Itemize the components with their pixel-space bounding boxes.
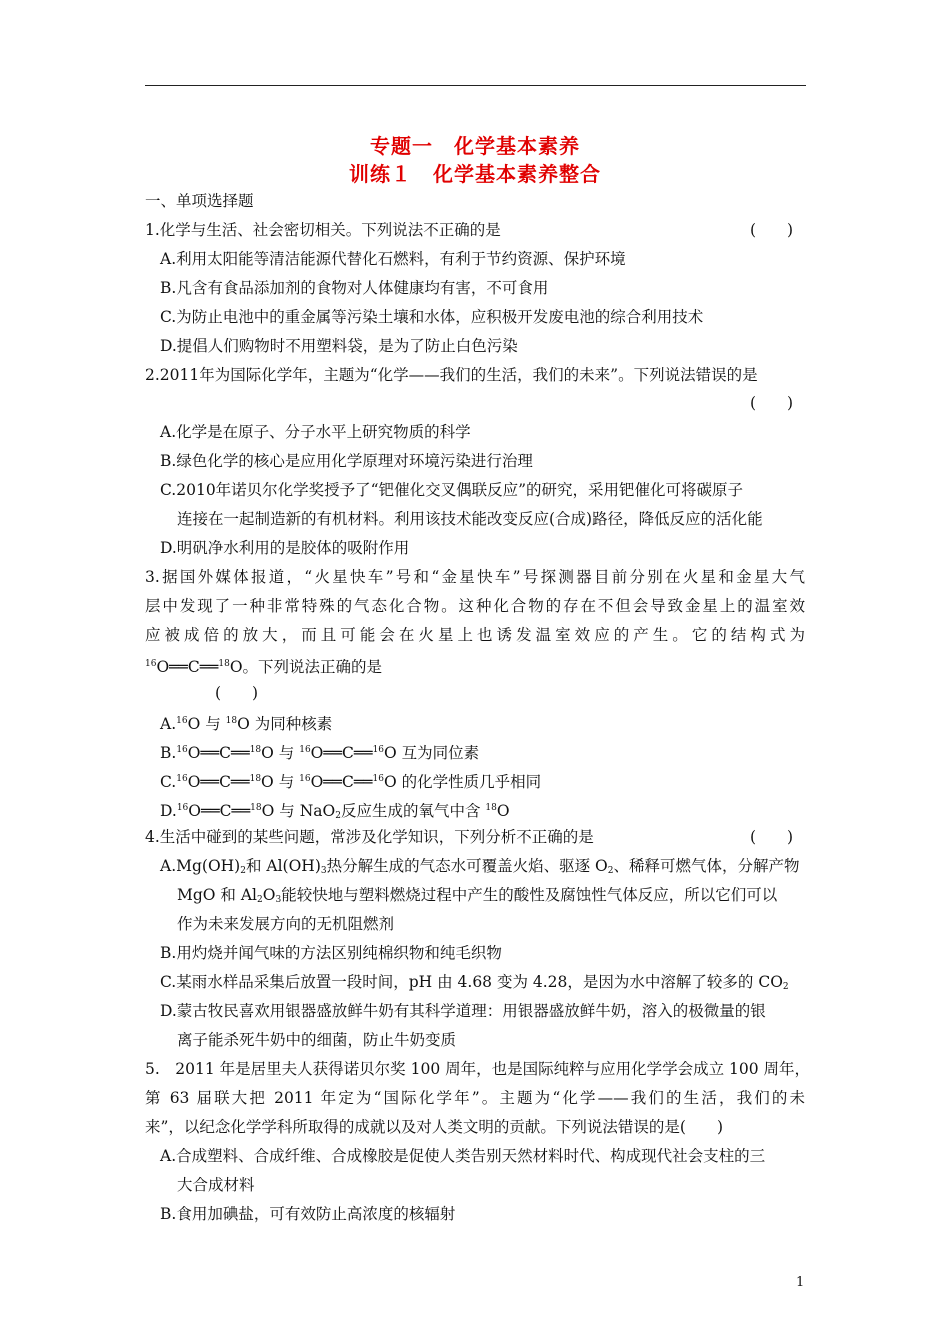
answer-blank-3: ( ) <box>215 684 259 702</box>
header-rule <box>145 85 806 86</box>
question-5-option-a-cont: 大合成材料 <box>177 1176 255 1194</box>
question-4-option-b: B.用灼烧并闻气味的方法区别纯棉织物和纯毛织物 <box>160 944 502 962</box>
question-5-stem-line-3: 来”，以纪念化学学科所取得的成就以及对人类文明的贡献。下列说法错误的是( ) <box>145 1118 724 1136</box>
section-heading: 一、单项选择题 <box>145 192 254 210</box>
question-2-option-c-cont: 连接在一起制造新的有机材料。利用该技术能改变反应(合成)路径，降低反应的活化能 <box>177 510 763 528</box>
question-3-stem-line-1: 3.据国外媒体报道，“火星快车”号和“金星快车”号探测器目前分别在火星和金星大气 <box>145 568 805 586</box>
question-2-option-d: D.明矾净水利用的是胶体的吸附作用 <box>160 539 410 557</box>
question-3-stem-line-3: 应被成倍的放大，而且可能会在火星上也诱发温室效应的产生。它的结构式为 <box>145 626 805 644</box>
question-5-stem-line-1: 5. 2011 年是居里夫人获得诺贝尔奖 100 周年，也是国际纯粹与应用化学学会成立 100 周年， <box>145 1060 811 1078</box>
page-number: 1 <box>796 1275 805 1290</box>
question-2-option-b: B.绿色化学的核心是应用化学原理对环境污染进行治理 <box>160 452 533 470</box>
question-1-option-a: A.利用太阳能等清洁能源代替化石燃料，有利于节约资源、保护环境 <box>160 250 626 268</box>
question-5-option-b: B.食用加碘盐，可有效防止高浓度的核辐射 <box>160 1205 456 1223</box>
question-3-option-d: D.$^{16}$O══C══$^{18}$O 与 NaO$_2$反应生成的氧气中含 $^{18}$O <box>160 802 510 821</box>
question-1-stem: 1.化学与生活、社会密切相关。下列说法不正确的是 <box>145 221 501 239</box>
question-2-stem: 2.2011年为国际化学年，主题为“化学——我们的生活，我们的未来”。下列说法错误的是 <box>145 366 758 384</box>
question-1-option-d: D.提倡人们购物时不用塑料袋，是为了防止白色污染 <box>160 337 518 355</box>
question-1-option-c: C.为防止电池中的重金属等污染土壤和水体，应积极开发废电池的综合利用技术 <box>160 308 704 326</box>
question-4-option-c: C.某雨水样品采集后放置一段时间，pH 由 4.68 变为 4.28，是因为水中溶解了较多的 $CO_2$ <box>160 973 789 992</box>
question-3-formula-line: $^{16}$O══C══$^{18}$O。下列说法正确的是 <box>145 658 383 676</box>
question-4-option-a-cont-2: 作为未来发展方向的无机阻燃剂 <box>177 915 395 933</box>
page-subtitle: 训练１ 化学基本素养整合 <box>349 162 601 186</box>
question-3-option-a: A.$^{16}$O 与 $^{18}$O 为同种核素 <box>160 715 333 733</box>
answer-blank-4: ( ) <box>750 828 794 846</box>
question-4-option-d-cont: 离子能杀死牛奶中的细菌，防止牛奶变质 <box>177 1031 457 1049</box>
question-3-option-c: C.$^{16}$O══C══$^{18}$O 与 $^{16}$O══C══$^{16}$O 的化学性质几乎相同 <box>160 773 542 791</box>
question-4-option-d: D.蒙古牧民喜欢用银器盛放鲜牛奶有其科学道理：用银器盛放鲜牛奶，溶入的极微量的银 <box>160 1002 766 1020</box>
question-5-option-a: A.合成塑料、合成纤维、合成橡胶是促使人类告别天然材料时代、构成现代社会支柱的三 <box>160 1147 766 1165</box>
question-5-stem-line-2: 第 63 届联大把 2011 年定为“国际化学年”。主题为“化学——我们的生活，我们的未 <box>145 1089 805 1107</box>
question-2-option-c: C.2010年诺贝尔化学奖授予了“钯催化交叉偶联反应”的研究，采用钯催化可将碳原子 <box>160 481 744 499</box>
question-4-option-a-cont: MgO 和 $Al_2O_3$能较快地与塑料燃烧过程中产生的酸性及腐蚀性气体反应，所以它们可以 <box>177 886 778 905</box>
question-3-stem-line-2: 层中发现了一种非常特殊的气态化合物。这种化合物的存在不但会导致金星上的温室效 <box>145 597 805 615</box>
question-3-option-b: B.$^{16}$O══C══$^{18}$O 与 $^{16}$O══C══$^{16}$O 互为同位素 <box>160 744 480 762</box>
page-title: 专题一 化学基本素养 <box>370 134 580 158</box>
answer-blank-2: ( ) <box>750 394 794 412</box>
question-2-option-a: A.化学是在原子、分子水平上研究物质的科学 <box>160 423 471 441</box>
answer-blank-1: ( ) <box>750 221 794 239</box>
question-4-stem: 4.生活中碰到的某些问题，常涉及化学知识，下列分析不正确的是 <box>145 828 594 846</box>
question-1-option-b: B.凡含有食品添加剂的食物对人体健康均有害，不可食用 <box>160 279 549 297</box>
question-4-option-a: $A.Mg(OH)_2$和 $Al(OH)_3$热分解生成的气态水可覆盖火焰、驱逐 $O_2$、稀释可燃气体，分解产物 <box>160 857 800 876</box>
